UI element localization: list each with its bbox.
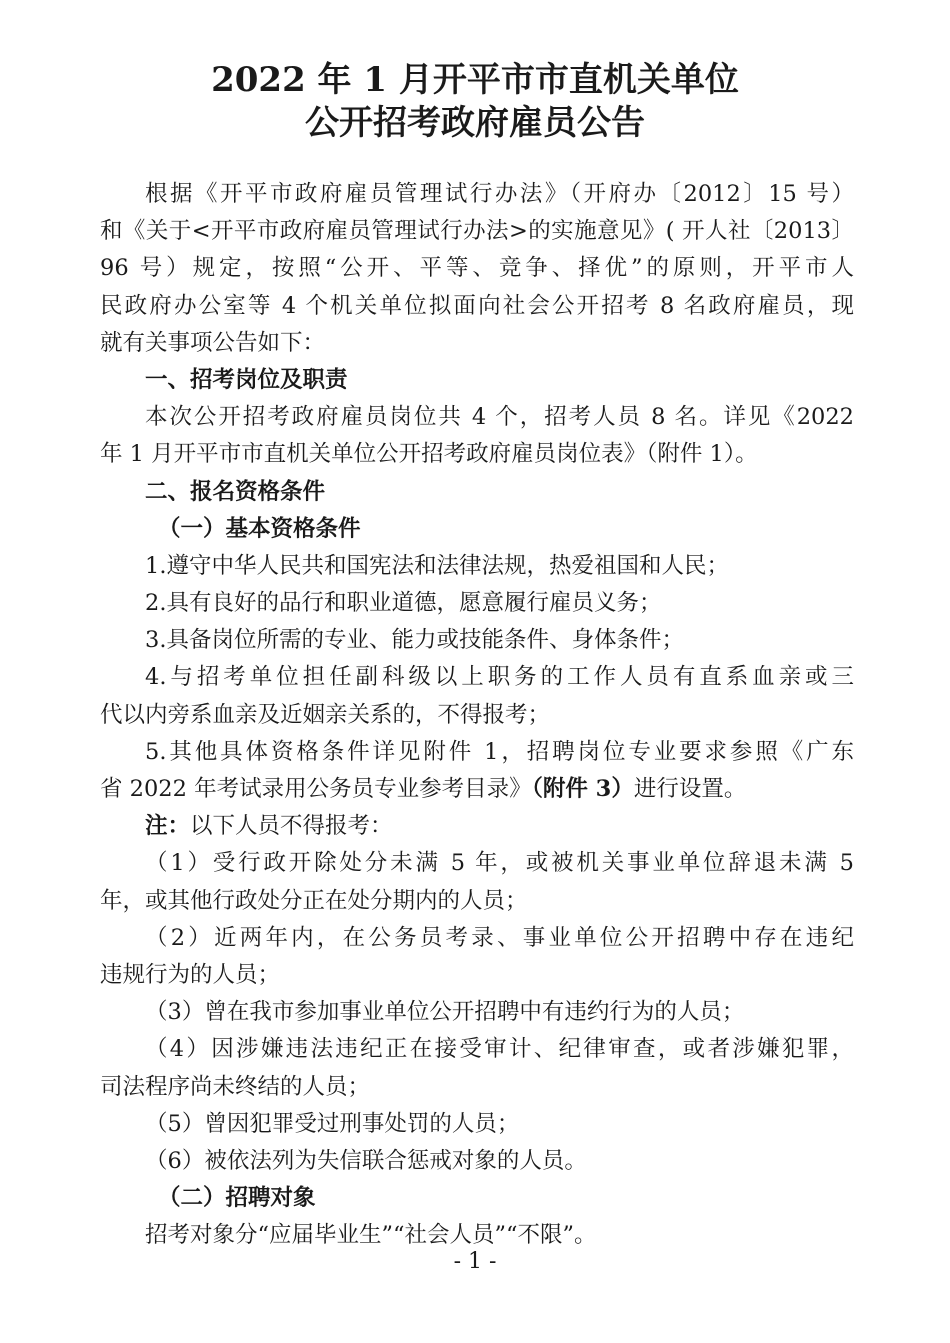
section-1-heading: 一、招考岗位及职责: [145, 366, 348, 393]
intro-line: 根据《开平市政府雇员管理试行办法》（开府办〔2012〕15 号）: [145, 181, 854, 207]
section-2-heading: 二、报名资格条件: [145, 478, 326, 505]
intro-line: 民政府办公室等 4 个机关单位拟面向社会公开招考 8 名政府雇员，现: [100, 292, 854, 319]
intro-line: 96 号）规定，按照“公开、平等、竞争、择优”的原则，开平市人: [100, 255, 854, 282]
condition-item-1: 1.遵守中华人民共和国宪法和法律法规，热爱祖国和人民；: [145, 552, 729, 579]
condition-item-4: 4.与招考单位担任副科级以上职务的工作人员有直系血亲或三: [145, 664, 854, 691]
condition-item-4-cont: 代以内旁系血亲及近姻亲关系的，不得报考；: [100, 701, 551, 728]
exclusion-item-2-cont: 违规行为的人员；: [100, 961, 281, 988]
condition-item-3: 3.具备岗位所需的专业、能力或技能条件、身体条件；: [145, 627, 684, 654]
note-line: [100, 808, 854, 845]
intro-line: 和《关于<开平市政府雇员管理试行办法>的实施意见》( 开人社〔2013〕: [100, 218, 854, 245]
exclusion-item-4-cont: 司法程序尚未终结的人员；: [100, 1073, 371, 1100]
subsection-2-heading: （二）招聘对象: [158, 1185, 316, 1212]
recruitment-target-text: 招考对象分“应届毕业生”“社会人员”“不限”。: [145, 1222, 597, 1249]
exclusion-item-3: （3）曾在我市参加事业单位公开招聘中有违约行为的人员；: [145, 999, 745, 1026]
section-1-text: 年 1 月开平市市直机关单位公开招考政府雇员岗位表》（附件 1）。: [100, 441, 758, 468]
item-5-text: 省 2022 年考试录用公务员专业参考目录》: [100, 776, 532, 802]
item-5-text-end: 进行设置。: [633, 776, 747, 802]
exclusion-item-5: （5）曾因犯罪受过刑事处罚的人员；: [145, 1110, 520, 1137]
condition-item-5-cont: [100, 771, 854, 808]
subsection-1-heading: （一）基本资格条件: [158, 515, 361, 542]
section-1-text: 本次公开招考政府雇员岗位共 4 个，招考人员 8 名。详见《2022: [145, 404, 854, 431]
exclusion-item-1: （1）受行政开除处分未满 5 年，或被机关事业单位辞退未满 5: [145, 850, 854, 877]
note-label: 注：: [145, 813, 191, 840]
note-text: 以下人员不得报考：: [190, 813, 393, 840]
exclusion-item-4: （4）因涉嫌违法违纪正在接受审计、纪律审查，或者涉嫌犯罪，: [145, 1036, 854, 1063]
condition-item-2: 2.具有良好的品行和职业道德，愿意履行雇员义务；: [145, 590, 662, 617]
page-number: - 1 -: [453, 1249, 497, 1274]
intro-line: 就有关事项公告如下：: [100, 329, 326, 356]
condition-item-5: 5.其他具体资格条件详见附件 1，招聘岗位专业要求参照《广东: [145, 738, 854, 765]
exclusion-item-6: （6）被依法列为失信联合惩戒对象的人员。: [145, 1147, 587, 1174]
attachment-3-ref: （附件 3）: [531, 776, 634, 802]
document-title-line-2: 公开招考政府雇员公告: [305, 103, 645, 143]
document-title-line-1: 2022 年 1 月开平市市直机关单位: [211, 60, 739, 100]
document-body: [100, 176, 854, 1254]
exclusion-item-1-cont: 年，或其他行政处分正在处分期内的人员；: [100, 887, 528, 914]
exclusion-item-2: （2）近两年内，在公务员考录、事业单位公开招聘中存在违纪: [145, 924, 854, 951]
